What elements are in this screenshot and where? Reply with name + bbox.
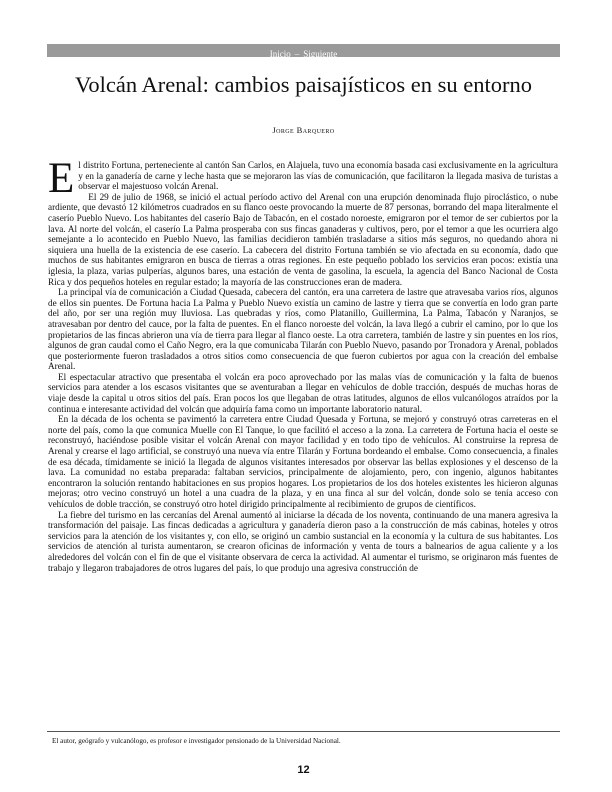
article-body	[48, 155, 558, 573]
nav-separator: –	[294, 49, 300, 59]
footnote-divider	[47, 731, 560, 732]
top-nav-bar	[47, 44, 560, 57]
paragraph-1	[48, 155, 558, 202]
paragraph-1-text: l distrito Fortuna, perteneciente al cantón San Carlos, en Alajuela, tuvo una economía basada casi exclusivamente en la agricultura y en la ganadería de carne y leche hasta que se mejoraron las vías de comunicación, que facilitaron la llegada masiva de turistas a observar el majestuoso volcán Arenal.	[78, 160, 558, 192]
paragraph-2: El 29 de julio de 1968, se inició el actual período activo del Arenal con una erupción denominada flujo piroclástico, o nube ardiente, que devastó 12 kilómetros cuadrados en su flanco oeste provocando la muerte de 87 personas, borrando del mapa literalmente el caserío Pueblo Nuevo. Los habitantes del caserío Bajo de Tabacón, en el costado noroeste, emigraron por el temor de ser cubiertos por la lava. Al norte del volcán, el caserío La Palma prosperaba con sus fincas ganaderas y cultivos, pero, por el temor a que les ocurriera algo semejante a lo acontecido en Pueblo Nuevo, las familias decidieron también trasladarse a sitios más seguros, no quedando ahora ni siquiera una huella de la existencia de ese caserío. La cabecera del distrito Fortuna también se vio afectada en su economía, dado que muchos de sus habitantes emigraron en busca de tierras a otras regiones. En este pequeño poblado los servicios eran pocos: existía una iglesia, la plaza, varias pulperías, algunos bares, una estación de venta de gasolina, la escuela, la agencia del Banco Nacional de Costa Rica y dos pequeños hoteles en regular estado; la mayoría de las construcciones eran de madera.	[48, 191, 558, 287]
footnote: El autor, geógrafo y vulcanólogo, es profesor e investigador pensionado de la Universidad Nacional.	[52, 737, 341, 745]
paragraph-5: En la década de los ochenta se pavimentó la carretera entre Ciudad Quesada y Fortuna, se mejoró y construyó otras carreteras en el norte del país, como la que comunica Muelle con El Tanque, lo que facilitó el acceso a la zona. La carretera de Fortuna hacia el oeste se reconstruyó, haciéndose posible visitar el volcán Arenal con mayor facilidad y en todo tipo de vehículos. Al construirse la represa de Arenal y crearse el lago artificial, se construyó una nueva vía entre Tilarán y Fortuna bordeando el embalse. Como consecuencia, a finales de esa década, tímidamente se inició la llegada de algunos visitantes interesados por observar las bellas explosiones y el descenso de la lava. La comunidad no estaba preparada: faltaban servicios, principalmente de alojamiento, pero, con ingenio, algunos habitantes encontraron la solución rentando habitaciones en sus propios hogares. Los propietarios de los dos hoteles existentes les hicieron algunas mejoras; otro vecino construyó un hotel a una cuadra de la plaza, y en una finca al sur del volcán, donde solo se tenía acceso con vehículos de doble tracción, se construyó otro hotel dirigido principalmente al recibimiento de grupos de científicos.	[48, 414, 558, 509]
article-title: Volcán Arenal: cambios paisajísticos en su entorno	[75, 72, 532, 97]
home-link[interactable]: Inicio	[269, 49, 291, 59]
paragraph-3: La principal vía de comunicación a Ciudad Quesada, cabecera del cantón, era una carretera de lastre que atravesaba varios ríos, algunos de ellos sin puentes. De Fortuna hacia La Palma y Pueblo Nuevo existía un camino de lastre y tierra que se convertía en lodo gran parte del año, por ser una región muy lluviosa. Las quebradas y ríos, como Platanillo, Guillermina, La Palma, Tabacón y Naranjos, se atravesaban por dentro del cauce, por la falta de puentes. En el flanco noroeste del volcán, la lava llegó a cubrir el camino, por lo que los propietarios de las fincas abrieron una vía de tierra para llegar al flanco oeste. La otra carretera, también de lastre y sin puentes en los ríos, algunos de gran caudal como el Caño Negro, era la que comunicaba Tilarán con Pueblo Nuevo, pasando por Tronadora y Arenal, poblados que posteriormente fueron trasladados a otros sitios como consecuencia de que fueron cubiertos por agua con la creación del embalse Arenal.	[48, 287, 558, 372]
paragraph-6: La fiebre del turismo en las cercanías del Arenal aumentó al iniciarse la década de los noventa, continuando de una manera agresiva la transformación del paisaje. Las fincas dedicadas a agricultura y ganadería dieron paso a la construcción de más cabinas, hoteles y otros servicios para la atención de los visitantes y, con ello, se originó un cambio sustancial en la economía y la cultura de sus habitantes. Los servicios de atención al turista aumentaron, se crearon oficinas de información y venta de tours a balnearios de agua caliente y a los alrededores del volcán con el fin de que el visitante observara de cerca la actividad. Al aumentar el turismo, se originaron más fuentes de trabajo y llegaron trabajadores de otros lugares del país, lo que produjo una agresiva construcción de	[48, 509, 558, 573]
drop-cap: E	[48, 155, 75, 202]
page-number: 12	[297, 764, 310, 776]
paragraph-4: El espectacular atractivo que presentaba el volcán era poco aprovechado por las malas vías de comunicación y la falta de buenos servicios para atender a los escasos visitantes que se aventuraban a llegar en vehículos de doble tracción, después de muchas horas de viaje desde la capital u otros sitios del país. Eran pocos los que llegaban de otras latitudes, algunos de ellos vulcanólogos atraídos por la continua e interesante actividad del volcán que adquiría fama como un importante laboratorio natural.	[48, 371, 558, 414]
author-name: Jorge Barquero	[272, 125, 335, 135]
next-link[interactable]: Siguiente	[303, 49, 338, 59]
